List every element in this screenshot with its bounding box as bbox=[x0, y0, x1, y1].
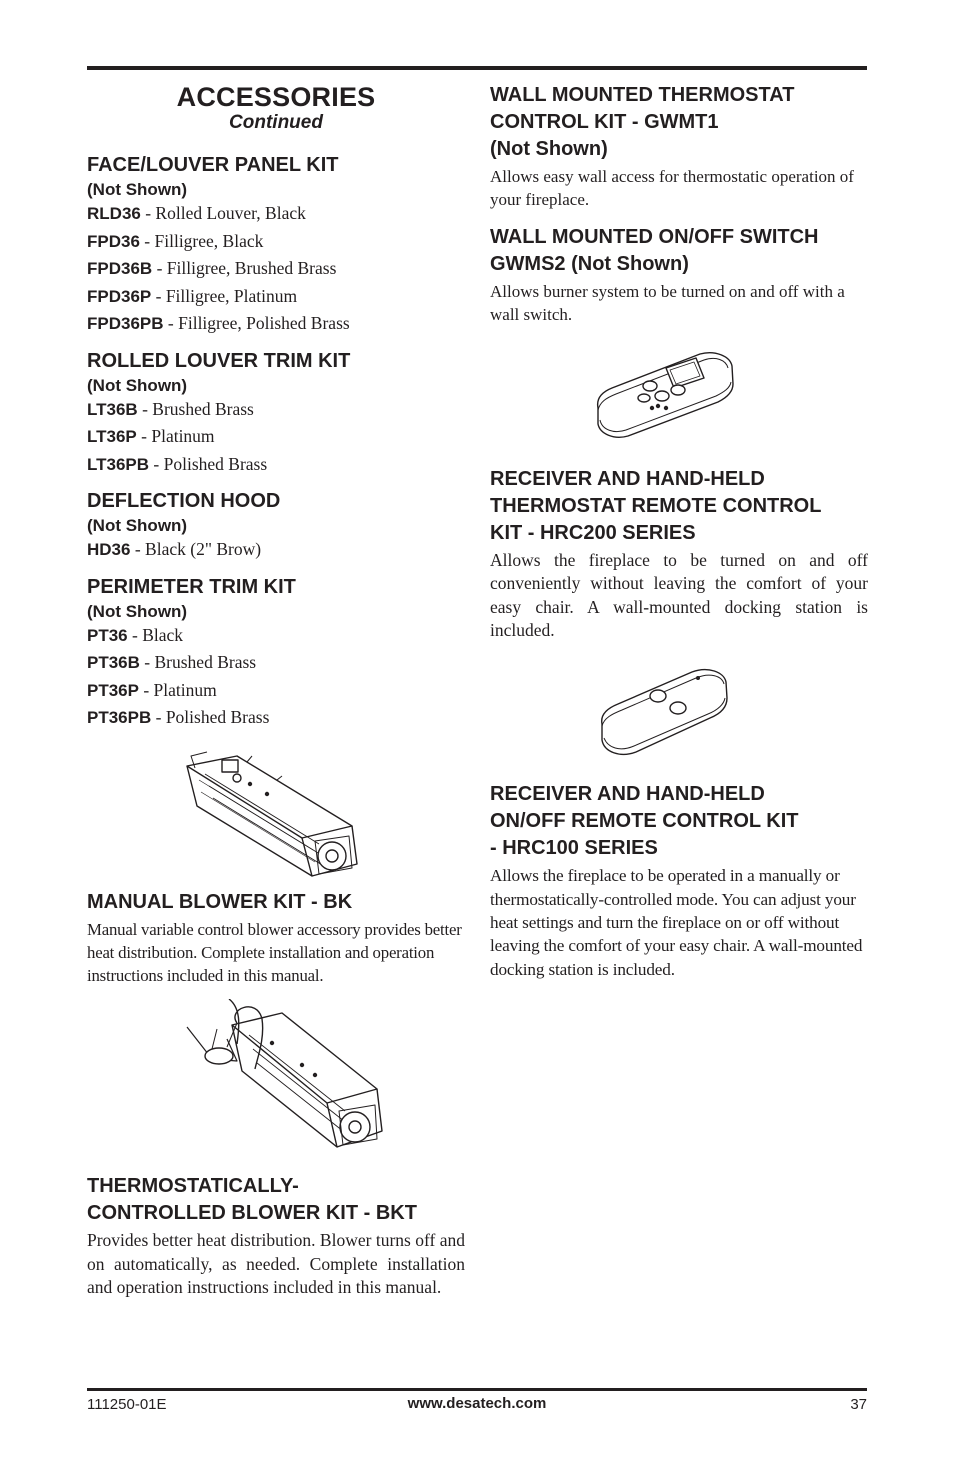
section-heading-line1: RECEIVER AND HAND-HELD bbox=[490, 468, 765, 491]
section-heading-line2: ON/OFF REMOTE CONTROL KIT bbox=[490, 810, 799, 833]
section-deflection-hood bbox=[87, 488, 465, 564]
section-heading-line1: WALL MOUNTED THERMOSTAT bbox=[490, 84, 795, 106]
part-code: LT36PB bbox=[87, 454, 150, 474]
blower-illustration bbox=[87, 746, 465, 881]
section-heading: MANUAL BLOWER KIT - BK bbox=[87, 890, 353, 913]
section-gwms2 bbox=[490, 224, 868, 327]
onoff-remote-illustration bbox=[490, 666, 868, 761]
part-code: PT36B bbox=[87, 653, 140, 672]
part-description: - Filligree, Polished Brass bbox=[167, 313, 350, 333]
section-heading-line2: THERMOSTAT REMOTE CONTROL bbox=[490, 495, 822, 518]
part-description: - Black bbox=[132, 624, 184, 645]
part-code: FPD36PB bbox=[87, 314, 164, 333]
part-item bbox=[87, 536, 465, 564]
part-description: - Platinum bbox=[141, 426, 215, 446]
section-body: Allows burner system to be turned on and off with a wall switch. bbox=[490, 281, 845, 324]
part-description: - Platinum bbox=[143, 679, 217, 700]
section-body: Manual variable control blower accessory provides better heat distribution. Complete installation and operation instructions included in this manual. bbox=[87, 919, 462, 986]
part-code: FPD36B bbox=[87, 259, 153, 278]
part-list bbox=[87, 536, 465, 564]
section-heading: DEFLECTION HOOD bbox=[87, 490, 281, 512]
part-description: - Polished Brass bbox=[155, 707, 270, 727]
bottom-rule bbox=[87, 1388, 867, 1391]
part-code: PT36P bbox=[87, 680, 139, 700]
part-code: FPD36 bbox=[87, 231, 140, 251]
section-heading-line2: GWMS2 (Not Shown) bbox=[490, 252, 689, 275]
right-column bbox=[490, 82, 868, 981]
section-perimeter-trim bbox=[87, 574, 465, 732]
part-list bbox=[87, 200, 465, 338]
section-hrc100 bbox=[490, 781, 868, 980]
part-item bbox=[87, 649, 465, 677]
part-item bbox=[87, 704, 465, 732]
section-rolled-louver bbox=[87, 348, 465, 479]
section-heading: ROLLED LOUVER TRIM KIT bbox=[87, 349, 351, 372]
part-description: - Black (2" Brow) bbox=[134, 539, 262, 559]
part-code: RLD36 bbox=[87, 204, 141, 223]
part-item bbox=[87, 200, 465, 228]
blower-with-thermostat-illustration bbox=[87, 999, 465, 1159]
part-description: - Rolled Louver, Black bbox=[145, 203, 306, 223]
left-column bbox=[87, 78, 465, 1299]
part-code: LT36B bbox=[87, 399, 138, 419]
part-item bbox=[87, 622, 465, 650]
part-item bbox=[87, 228, 465, 256]
section-body: Allows easy wall access for thermostatic operation of your fireplace. bbox=[490, 167, 854, 210]
part-item bbox=[87, 255, 465, 283]
section-body: Allows the fireplace to be operated in a manually or thermostatically-controlled mode. You can adjust your heat settings and turn the fireplace on or off without leaving the comfort of your easy chair. A wall-mounted docking station is included. bbox=[490, 866, 863, 979]
section-gwmt1 bbox=[490, 82, 868, 212]
part-code: LT36P bbox=[87, 427, 137, 446]
section-manual-blower bbox=[87, 889, 465, 988]
doc-number: 111250-01E bbox=[87, 1396, 167, 1413]
section-heading-line1: WALL MOUNTED ON/OFF SWITCH bbox=[490, 225, 819, 248]
part-description: - Filligree, Platinum bbox=[155, 285, 298, 306]
part-description: - Polished Brass bbox=[153, 453, 268, 474]
part-item bbox=[87, 396, 465, 424]
section-body: Provides better heat distribution. Blower turns off and on automatically, as needed. Complete installation and operation instructions included in this manual. bbox=[87, 1230, 465, 1297]
website-link[interactable]: www.desatech.com bbox=[407, 1395, 547, 1412]
top-rule bbox=[87, 66, 867, 70]
part-code: PT36PB bbox=[87, 708, 152, 727]
not-shown-note: (Not Shown) bbox=[87, 516, 188, 535]
part-item bbox=[87, 451, 465, 479]
section-thermo-blower bbox=[87, 1173, 465, 1299]
part-item bbox=[87, 310, 465, 338]
part-description: - Brushed Brass bbox=[144, 652, 257, 672]
section-heading-line3: (Not Shown) bbox=[490, 138, 608, 160]
section-heading: PERIMETER TRIM KIT bbox=[87, 575, 296, 598]
not-shown-note: (Not Shown) bbox=[87, 375, 188, 395]
section-heading-line3: KIT - HRC200 SERIES bbox=[490, 522, 696, 545]
part-description: - Filligree, Black bbox=[144, 230, 264, 251]
section-face-louver bbox=[87, 152, 465, 338]
part-list bbox=[87, 396, 465, 479]
section-heading-line1: THERMOSTATICALLY- bbox=[87, 1175, 299, 1198]
section-heading-line2: CONTROL KIT - GWMT1 bbox=[490, 111, 719, 133]
not-shown-note: (Not Shown) bbox=[87, 601, 188, 621]
part-description: - Filligree, Brushed Brass bbox=[156, 258, 337, 278]
part-description: - Brushed Brass bbox=[142, 398, 254, 419]
part-code: FPD36P bbox=[87, 286, 152, 306]
thermostat-remote-illustration bbox=[490, 348, 868, 448]
part-code: PT36 bbox=[87, 625, 128, 645]
section-heading-line1: RECEIVER AND HAND-HELD bbox=[490, 783, 765, 806]
section-body: Allows the fireplace to be turned on and off conveniently without leaving the comfort of your easy chair. A wall-mounted docking station is included. bbox=[490, 550, 868, 641]
part-item bbox=[87, 423, 465, 451]
not-shown-note: (Not Shown) bbox=[87, 180, 188, 199]
part-item bbox=[87, 283, 465, 311]
part-code: HD36 bbox=[87, 540, 131, 559]
section-heading: FACE/LOUVER PANEL KIT bbox=[87, 154, 339, 176]
section-hrc200 bbox=[490, 466, 868, 642]
page-subtitle: Continued bbox=[229, 112, 323, 133]
part-item bbox=[87, 677, 465, 705]
section-heading-line3: - HRC100 SERIES bbox=[490, 837, 658, 860]
page-title: ACCESSORIES bbox=[176, 82, 376, 112]
part-list bbox=[87, 622, 465, 732]
section-heading-line2: CONTROLLED BLOWER KIT - BKT bbox=[87, 1202, 417, 1225]
page-number: 37 bbox=[850, 1396, 867, 1413]
